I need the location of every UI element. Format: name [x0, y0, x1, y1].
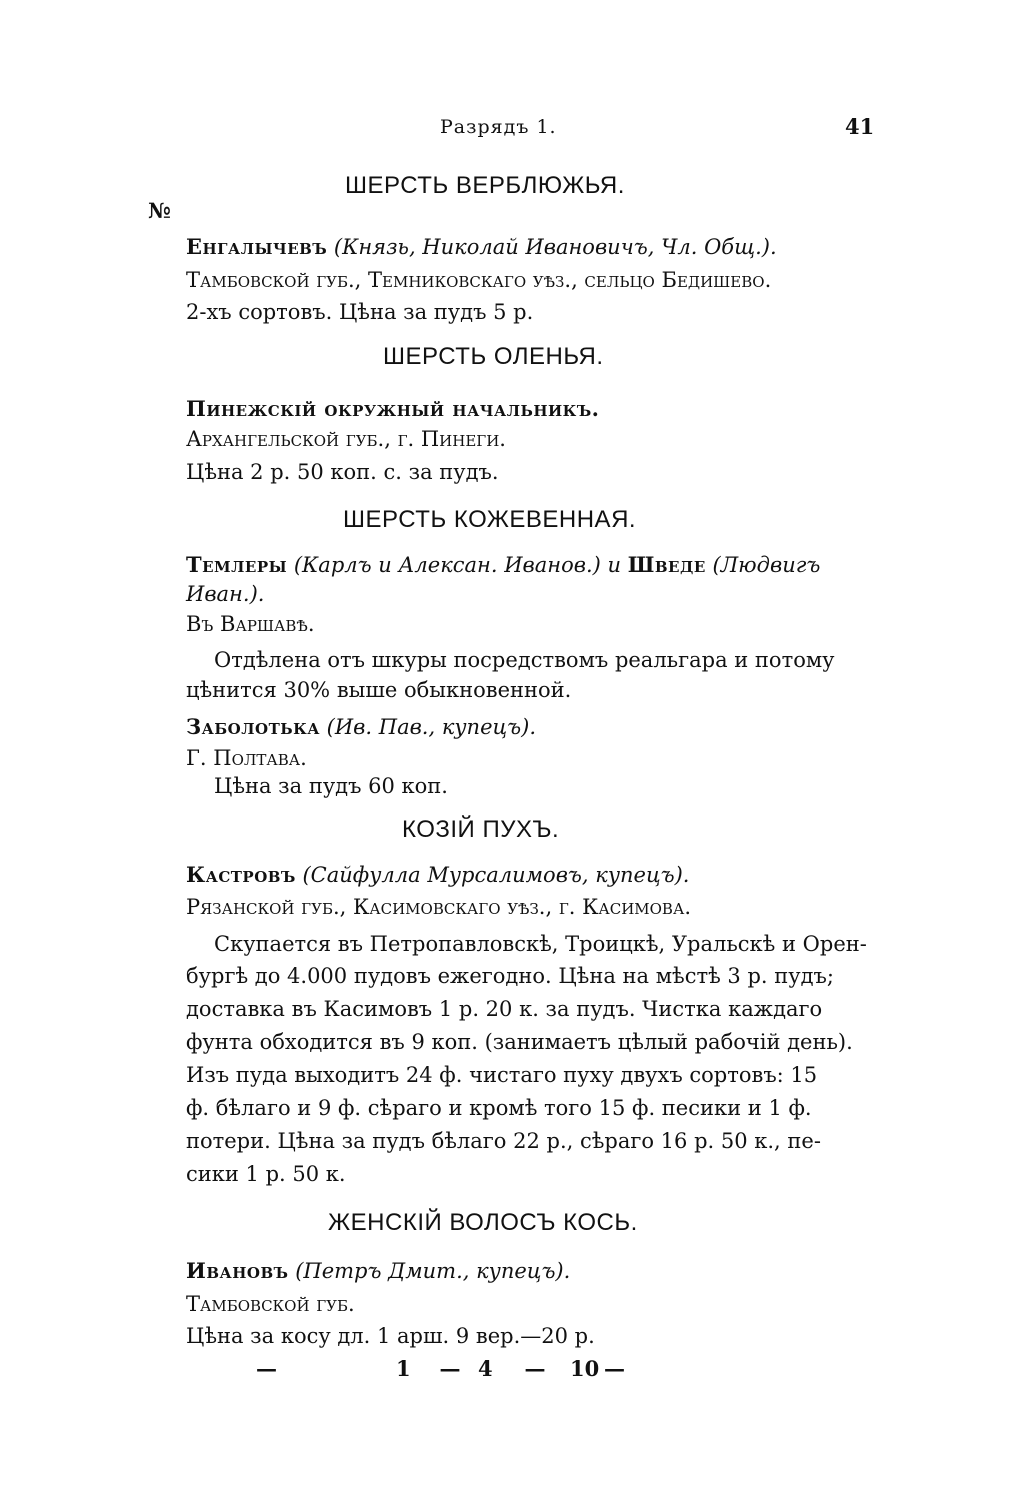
ditto-dash: —: [604, 1356, 625, 1381]
location-text: Г. Полтава.: [186, 746, 307, 770]
description-line: сики 1 р. 50 к.: [186, 1162, 346, 1186]
exhibitor-name: Енгалычевъ: [186, 234, 328, 259]
heading-womens-hair: ЖЕНСКІЙ ВОЛОСЪ КОСЬ.: [328, 1209, 638, 1236]
number-sign: №: [148, 198, 171, 223]
exhibitor-detail-2: (Людвигъ: [712, 553, 821, 577]
location-text: Архангельской губ., г. Пинеги.: [186, 427, 506, 451]
exhibitor-name-text: Пинежскій окружный начальникъ.: [186, 396, 600, 421]
location-text: Тамбовской губ.: [186, 1292, 355, 1316]
exhibitor-detail-cont: Иван.).: [186, 582, 265, 606]
entry-engalychev: [186, 236, 777, 258]
ditto-value: 10: [570, 1356, 600, 1381]
ditto-dash: —: [256, 1356, 277, 1381]
exhibitor-note: 2-хъ сортовъ. Цѣна за пудъ 5 р.: [186, 300, 534, 324]
description-line: потери. Цѣна за пудъ бѣлаго 22 р., сѣраго 16 р. 50 к., пе-: [186, 1129, 821, 1153]
exhibitor-detail: (Петръ Дмит., купецъ).: [295, 1259, 571, 1283]
exhibitor-location: [186, 614, 315, 635]
exhibitor-name: Кастровъ: [186, 862, 296, 887]
exhibitor-note: Цѣна 2 р. 50 коп. с. за пудъ.: [186, 460, 499, 484]
heading-camel-wool: ШЕРСТЬ ВЕРБЛЮЖЬЯ.: [345, 172, 625, 199]
price-line-2: [256, 1358, 634, 1379]
running-head: Разрядъ 1.: [440, 116, 557, 138]
entry-ivanov: [186, 1260, 570, 1282]
description-line: Изъ пуда выходитъ 24 ф. чистаго пуху двухъ сортовъ: 15: [186, 1063, 818, 1087]
exhibitor-name-2: Шведе: [627, 552, 706, 577]
entry-kastrov: [186, 864, 689, 886]
description-line: бургѣ до 4.000 пудовъ ежегодно. Цѣна на мѣстѣ 3 р. пудъ;: [186, 964, 834, 988]
entry-zabolotka: [186, 716, 536, 738]
exhibitor-location: [186, 429, 506, 450]
exhibitor-location: [186, 897, 691, 918]
exhibitor-detail: (Карлъ и Алексан. Иванов.): [293, 553, 601, 577]
description-line: Скупается въ Петропавловскѣ, Троицкѣ, Уральскѣ и Орен-: [214, 932, 867, 956]
location-text: Тамбовской губ., Темниковскаго уѣз., сельцо Бедишево.: [186, 268, 772, 292]
location-text: Въ Варшавѣ.: [186, 612, 315, 636]
exhibitor-detail-3: (Ив. Пав., купецъ).: [326, 715, 537, 739]
location-text: Рязанской губ., Касимовскаго уѣз., г. Касимова.: [186, 895, 691, 919]
connector-text: и: [607, 553, 622, 577]
exhibitor-detail: (Князь, Николай Ивановичъ, Чл. Общ.).: [333, 235, 777, 259]
entry-temlery: [186, 554, 820, 576]
description-line: цѣнится 30% выше обыкновенной.: [186, 678, 572, 702]
description-line: Отдѣлена отъ шкуры посредствомъ реальгара и потому: [214, 648, 835, 672]
exhibitor-note: Цѣна за пудъ 60 коп.: [214, 774, 448, 798]
price-line: Цѣна за косу дл. 1 арш. 9 вер.—20 р.: [186, 1324, 595, 1348]
ditto-value: 4: [478, 1356, 493, 1381]
description-line: ф. бѣлаго и 9 ф. сѣраго и кромѣ того 15 ф. песики и 1 ф.: [186, 1096, 812, 1120]
description-line: фунта обходится въ 9 коп. (занимаетъ цѣлый рабочій день).: [186, 1030, 853, 1054]
description-line: доставка въ Касимовъ 1 р. 20 к. за пудъ. Чистка каждаго: [186, 997, 823, 1021]
heading-leather-wool: ШЕРСТЬ КОЖЕВЕННАЯ.: [343, 506, 637, 533]
exhibitor-location: [186, 1294, 355, 1315]
page-number: 41: [845, 114, 875, 139]
heading-deer-wool: ШЕРСТЬ ОЛЕНЬЯ.: [383, 343, 604, 370]
heading-goat-down: КОЗІЙ ПУХЪ.: [402, 816, 560, 843]
exhibitor-detail: (Сайфулла Мурсалимовъ, купецъ).: [302, 863, 690, 887]
exhibitor-name: Темлеры: [186, 552, 288, 577]
exhibitor-location: [186, 748, 307, 769]
ditto-dash: —: [524, 1356, 546, 1381]
exhibitor-location: [186, 270, 771, 291]
exhibitor-name-3: Заболотька: [186, 714, 320, 739]
ditto-dash: —: [439, 1356, 461, 1381]
ditto-value: 1: [396, 1356, 411, 1381]
exhibitor-name: [186, 398, 600, 420]
exhibitor-name: Ивановъ: [186, 1258, 289, 1283]
